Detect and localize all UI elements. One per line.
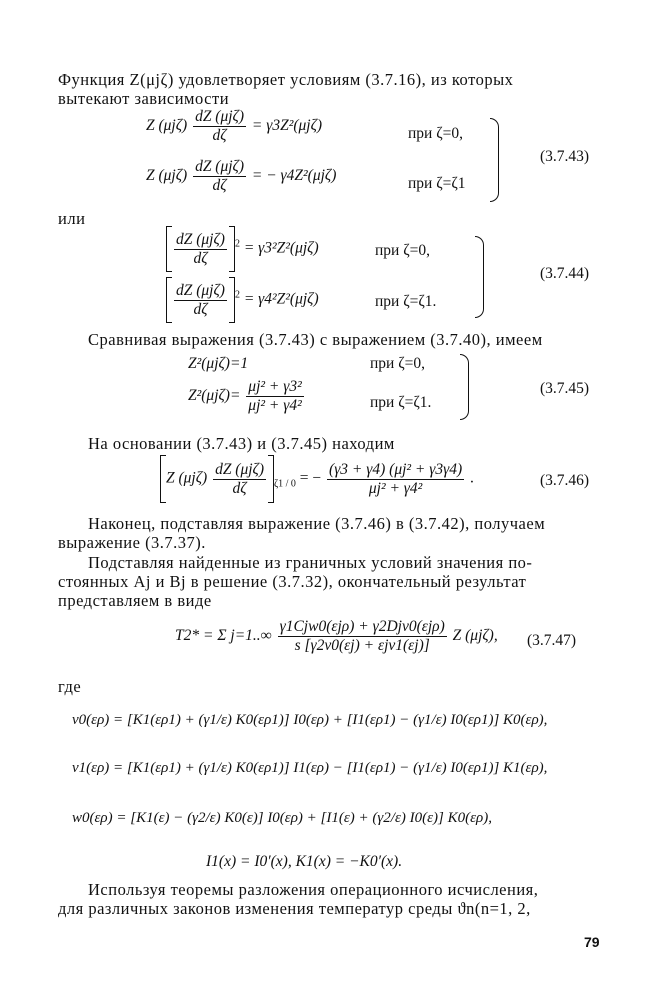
equation-v1: v1(ερ) = [K1(ερ1) + (γ1/ε) K0(ερ1)] I1(ερ) − [I1(ερ1) − (γ1/ε) I0(ερ1)] K1(ερ), bbox=[72, 760, 548, 776]
equation-w0: w0(ερ) = [K1(ε) − (γ2/ε) K0(ε)] I0(ερ) + [I1(ε) + (γ2/ε) I0(ε)] K0(ερ), bbox=[72, 810, 492, 826]
equation-number: (3.7.45) bbox=[540, 380, 590, 397]
equation-3-7-45a: Z²(μjζ)=1 bbox=[188, 355, 249, 372]
condition: при ζ=0, bbox=[370, 355, 425, 372]
text-line: Используя теоремы разложения операционного исчисления, bbox=[88, 880, 539, 899]
right-brace bbox=[490, 118, 499, 202]
equation-bessel: I1(x) = I0′(x), K1(x) = −K0′(x). bbox=[206, 853, 403, 870]
condition: при ζ=ζ1 bbox=[408, 175, 466, 192]
equation-3-7-46: Z (μjζ) $\frac{\text{dZ (μjζ)}}{d\zeta}$ $_{\zeta 1 / 0}$ = − $\frac{\text{(γ3 + γ4) (μj² + γ3γ4)}}{\text{μj² + γ4²}}$ . bbox=[160, 455, 474, 503]
condition: при ζ=ζ1. bbox=[370, 394, 432, 411]
text-line: вытекают зависимости bbox=[58, 89, 230, 108]
text-line: где bbox=[58, 677, 82, 696]
text-line: Сравнивая выражения (3.7.43) с выражением (3.7.40), имеем bbox=[88, 330, 543, 349]
equation-number: (3.7.46) bbox=[540, 472, 590, 489]
equation-3-7-47: T2* = Σ j=1..∞ $\frac{\text{γ1Cjw0(εjρ) + γ2Djv0(εjρ)}}{\text{s [γ2v0(εj) + εjv1(εj)]}}$ Z (μjζ), bbox=[175, 618, 498, 654]
condition: при ζ=0, bbox=[375, 242, 430, 259]
equation-number: (3.7.43) bbox=[540, 148, 590, 165]
page-number: 79 bbox=[584, 934, 600, 950]
text-line: или bbox=[58, 209, 86, 228]
equation-number: (3.7.44) bbox=[540, 265, 590, 282]
text-line: Наконец, подставляя выражение (3.7.46) в (3.7.42), получаем bbox=[88, 514, 546, 533]
text-line: Подставляя найденные из граничных условий значения по- bbox=[88, 553, 533, 572]
text-line: На основании (3.7.43) и (3.7.45) находим bbox=[88, 434, 395, 453]
equation-3-7-44b: $\frac{\text{dZ (μjζ)}}{d\zeta}$ $^2$ = γ4²Z²(μjζ) bbox=[166, 277, 319, 323]
text-line: Функция Z(μjζ) удовлетворяет условиям (3.7.16), из которых bbox=[58, 70, 514, 89]
text-line: стоянных Aj и Bj в решение (3.7.32), окончательный результат bbox=[58, 572, 527, 591]
equation-3-7-44a: $\frac{\text{dZ (μjζ)}}{d\zeta}$ $^2$ = γ3²Z²(μjζ) bbox=[166, 226, 319, 272]
right-brace bbox=[460, 354, 469, 420]
text-line: представляем в виде bbox=[58, 591, 212, 610]
equation-3-7-45b: Z²(μjζ)= $\frac{\text{μj² + γ3²}}{\text{μj² + γ4²}}$ bbox=[188, 378, 302, 414]
equation-number: (3.7.47) bbox=[527, 632, 577, 649]
condition: при ζ=0, bbox=[408, 125, 463, 142]
text-line: для различных законов изменения температур среды ϑn(n=1, 2, bbox=[58, 899, 531, 918]
equation-3-7-43a: Z (μjζ) $\frac{\text{dZ (μjζ)}}{d\zeta}$ = γ3Z²(μjζ) bbox=[146, 108, 323, 144]
condition: при ζ=ζ1. bbox=[375, 293, 437, 310]
equation-v0: v0(ερ) = [K1(ερ1) + (γ1/ε) K0(ερ1)] I0(ερ) + [I1(ερ1) − (γ1/ε) I0(ερ1)] K0(ερ), bbox=[72, 712, 548, 728]
right-brace bbox=[475, 236, 484, 318]
text-line: выражение (3.7.37). bbox=[58, 533, 206, 552]
equation-3-7-43b: Z (μjζ) $\frac{\text{dZ (μjζ)}}{d\zeta}$ = − γ4Z²(μjζ) bbox=[146, 158, 337, 194]
